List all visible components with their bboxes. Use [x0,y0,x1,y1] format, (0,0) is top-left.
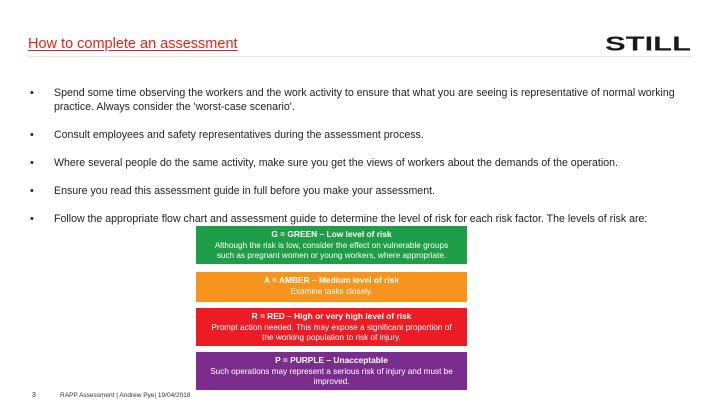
risk-level-description: Although the risk is low, consider the effect on vulnerable groups such as pregnant women or young workers, where appropriate. [214,241,449,260]
risk-level-amber [196,272,467,302]
risk-level-description: Examine tasks closely. [290,287,373,296]
page-number: 3 [32,392,36,399]
bullet-text: Spend some time observing the workers and the work activity to ensure that what you are seeing is representative of normal working practice. Always consider the 'worst-case scenario'. [54,87,675,113]
still-logo [604,35,692,53]
risk-level-description: Such operations may represent a serious risk of injury and must be improved. [210,367,453,386]
risk-level-green [196,226,467,264]
page-title: How to complete an assessment [28,36,238,52]
risk-level-title: G = GREEN – Low level of risk [271,229,392,239]
bullet-text: Ensure you read this assessment guide in full before you make your assessment. [54,185,435,197]
bullet-icon: • [30,157,34,169]
bullet-text: Where several people do the same activity, make sure you get the views of workers about the demands of the operation. [54,157,618,169]
risk-level-description: Prompt action needed. This may expose a significant proportion of the working population to risk of injury. [211,323,452,342]
risk-level-title: P = PURPLE – Unacceptable [275,355,388,365]
bullet-icon: • [30,213,34,225]
risk-level-red [196,308,467,346]
footer-text: RAPP Assessment | Andrew Pye| 19/04/2018 [60,392,191,399]
bullet-text: Follow the appropriate flow chart and assessment guide to determine the level of risk for each risk factor. The levels of risk are: [54,213,648,225]
risk-level-purple [196,352,467,390]
bullet-icon: • [30,129,34,141]
bullet-icon: • [30,185,34,197]
bullet-icon: • [30,87,34,99]
risk-level-title: A = AMBER – Medium level of risk [263,275,400,285]
title-divider [28,56,692,57]
svg-text:STILL: STILL [605,35,691,53]
bullet-text: Consult employees and safety representatives during the assessment process. [54,129,424,141]
risk-level-title: R = RED – High or very high level of risk [251,311,412,321]
